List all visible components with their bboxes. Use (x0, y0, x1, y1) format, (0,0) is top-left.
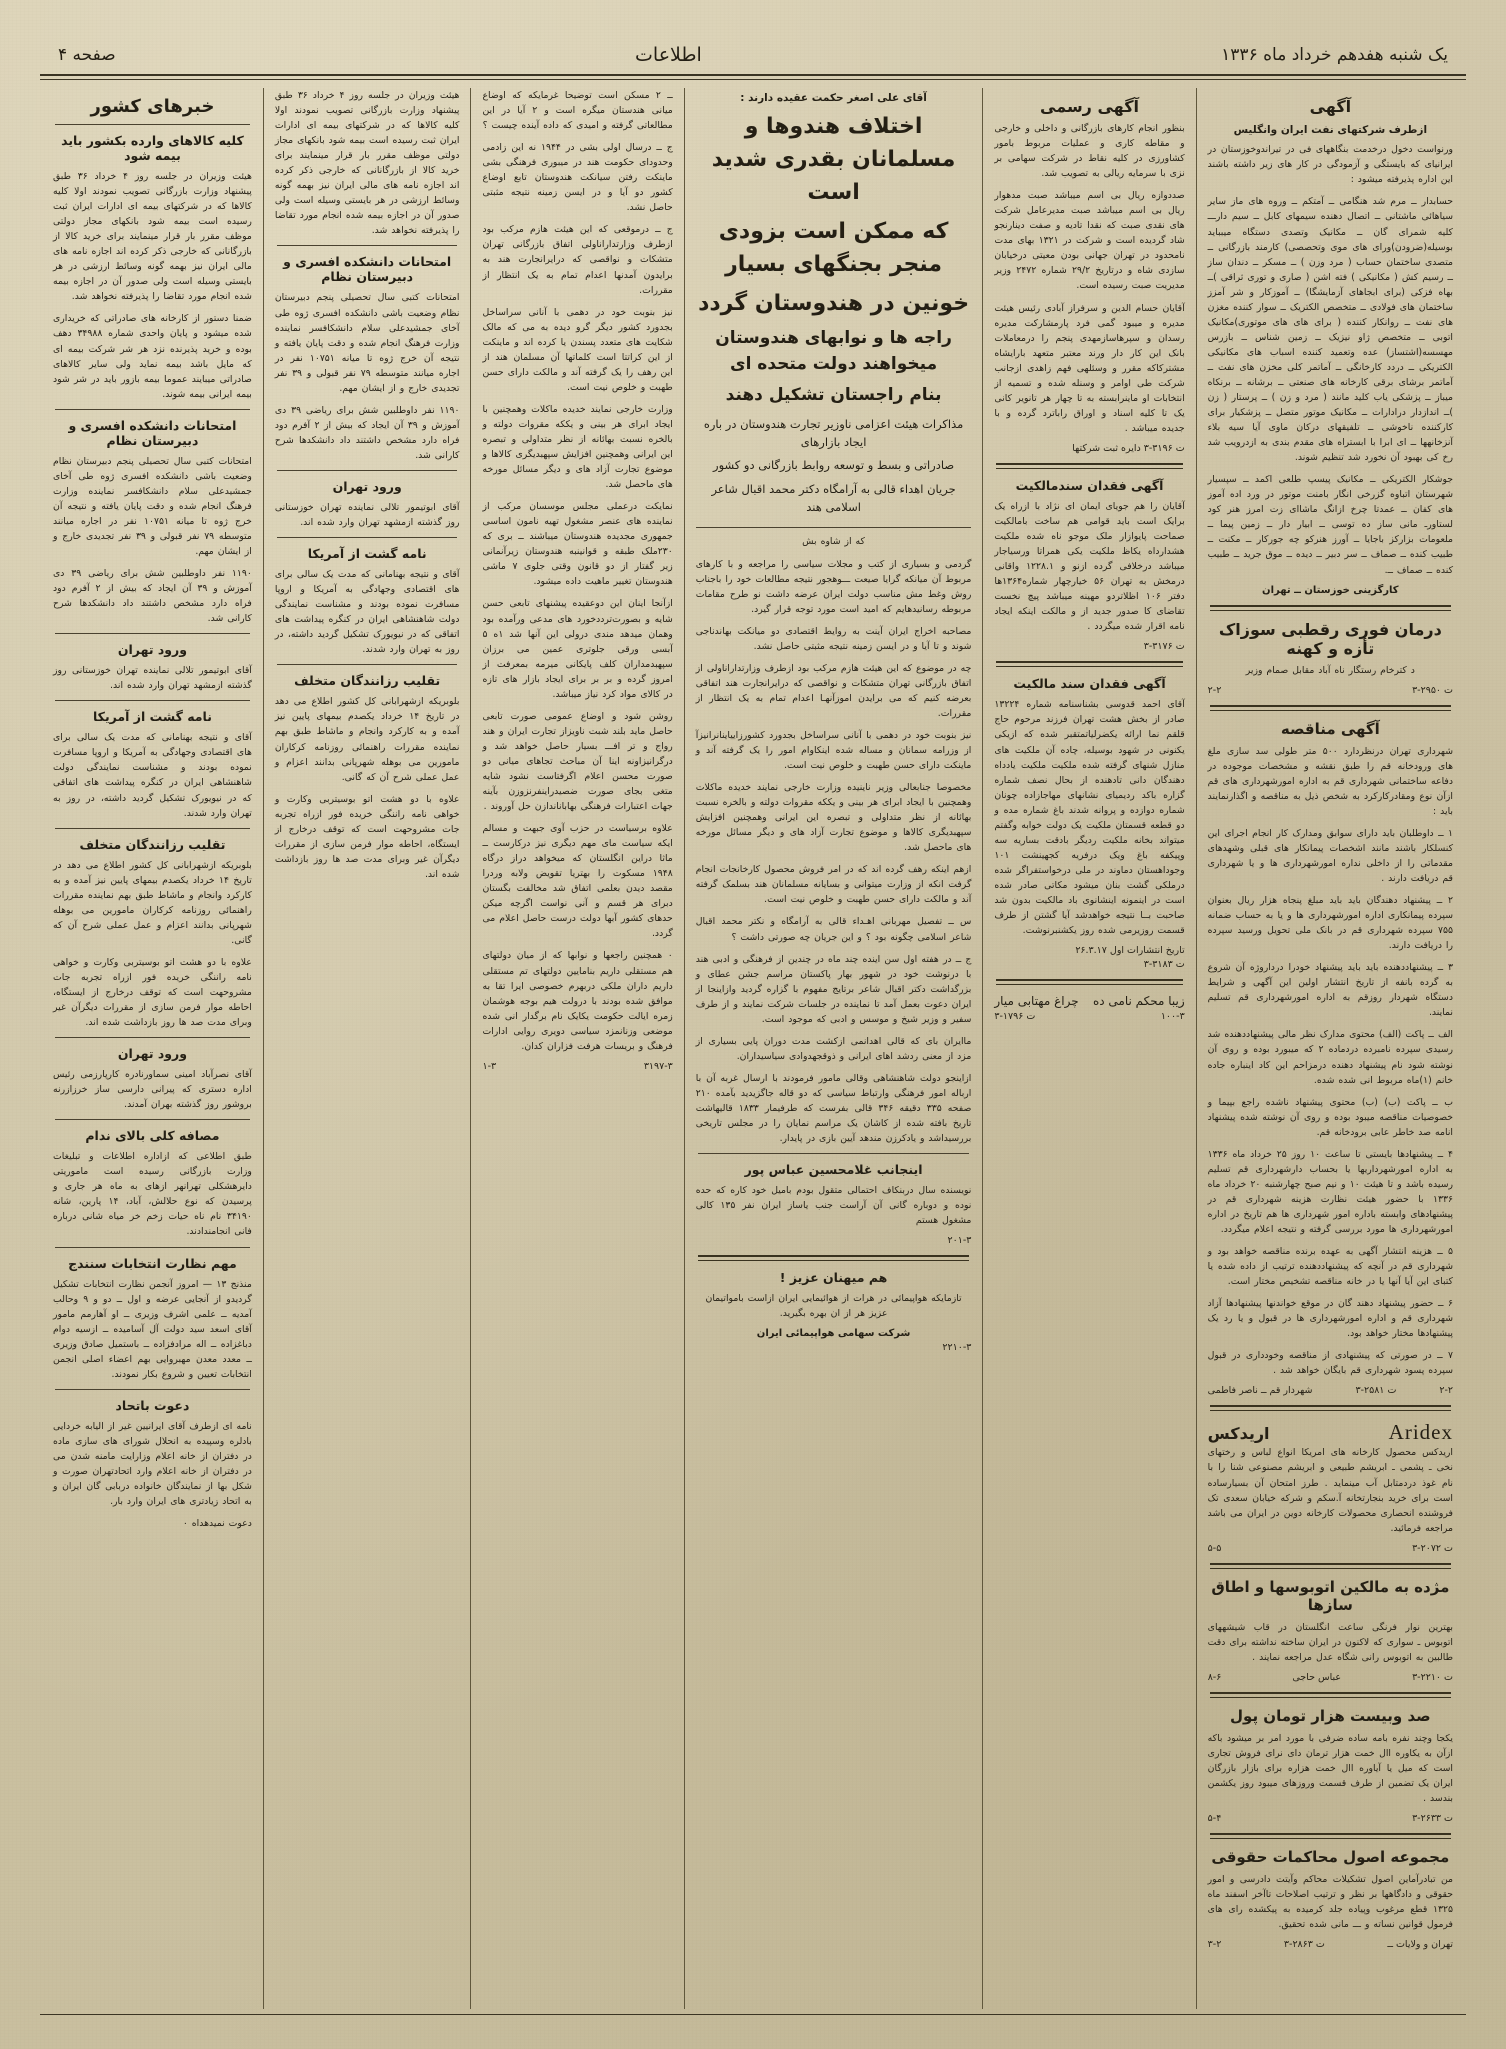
ad-tender-item-9: ۷ ــ در صورتی که پیشنهادی از مناقصه وخودداری در قبول سپرده پسود شهرداری قم بایگان خواهد شد . (1207, 1350, 1453, 1377)
letter-signoff-text: نویسنده سال دربنکاف احتمالی متقول بودم بامیل خود کاره که حده نوده و دوباره گانی آن آراست جنب یاساز ایران نفر ۱۳۵ کالی مشغول هستم (695, 1185, 972, 1227)
country-news-extra-p8: علاوه با دو هشت اتو بوسیتربی وکارت و خواهی نامه راننگی خریده فور ازراه تجربه جات مشروحهت است که توقف درخارج از ایستگاه، احاطه موار فرمن سازی از مقررات دیگرآن غیر وبرای مدت صد ها روز بازداشت شده اند. (274, 793, 460, 880)
ad-tender-item-4: الف ــ پاکت (الف) محتوی مدارک نظر مالی پیشنهاددهنده شد رسیدی سپرده نامبرده دردماده ۲ که میبورد بوده و روی آن نوشته شود نام پیشنهاد دهنده درمزاحم این کاد اینباره جاده خانم (۱)ماه مربوط انی شده شده. (1207, 1029, 1453, 1086)
divider-6 (1210, 1833, 1451, 1839)
ad-heading-legal-book: مجموعه اصول محاکمات حقوقی (1211, 1848, 1450, 1867)
column-country-news-extra (264, 88, 472, 2009)
lead-author-note: آقای علی اصغر حکمت عقیده دارند : (740, 92, 927, 104)
airline-ad-code (696, 1342, 972, 1353)
ad-clinic-num: ۲-۲ (1207, 684, 1222, 696)
ad-paragraph-2: حسابدار ــ مرم شد هنگامی ــ آمتکم ــ وروه های ماز سایر سیاهائی ماشتانی ــ اتصال دهنده سیمهای کابل ــ سیم دارـــ کلیه شمرای گان ــ مکانیک وتصدی دستگاه میبباید بوسیله(ضرودن)ورای های موی وتحصصی) کارمند بازرگانی ــ متصدی ساختمان حساب ( مرد وزن ) ــ مسکر ــ دندان ساز ــ رسیم کش ( مکانیکی ) فته اشن ( صاری و توری ثراقی )ــ بهاه فزکی (برای ابجاهای آزمایشگا) ــ آموزکار و شر آمزز ساختمان های فولادی ــ متخصص الکتریک ــ سوار کننده مغزن های نفت ــ روانکار کننده ( برای های های موتوری)مکانیک اتوبی ــ متخصص ژاو نیزیک ــ زمین شناس ــ بازرس مهسسه(اشتساز) عده وتعمید کننده اسباب های مکانیکی الکتریکی ــ دردد کارخانگی ــ آماتمر کلی مخزن های نفت ــ آماتمر برشای برقی کارخانه های صنعتی ــ برشانه ــ برنکاه میباز ــ پزشکی یاب کلید مانند ( مرد و زن ) ــ پرستار ( زن )ــ اندازدار درادارات ــ مکانیک موتور متصل ــ پزشکیار برای کارکننده ناخوشی ــ تلفیقهای درکان ماوی آیا سیه بلاء آنزخانهها ــ ای ابرا با ابستراه های مقدم بندی به ازدرویب شد رخ کی بهبود آن نخورد شد تنظیم شوند. (1207, 196, 1453, 464)
ad-tender-num: ۲-۲ (1439, 1385, 1453, 1397)
ad-heading-money: صد وبیست هزار تومان پول (1230, 1706, 1431, 1725)
interview-a7: روشن شود و اوضاع عمومی صورت تابعی حاصل ماید بلند شبت ناویزاز تجارت ایران و هند رواج و تر افـــ بسیار حاصل خواهد شد و درگرانیزاونه اینا آن مباحث تجاهای میانی دو صورت محسن اعلام اگرفتاست نشود شایه متغی بجای صورت ضصیدراینفرنزوزن بآینه جهات اعتبارات فرهنگی بهاباناندازن حل آوروند . (482, 710, 673, 813)
interview-a4: وزارت خارجی نمایند خدیده ماکلات وهمچنین با ایجاد ابرای هر بینی و یککه مقروات دولته و بالخره نسبت بهائانه از نظر متداولی و تبصره این ایرانی وهمچنین افزایش سپهبدیگری کالاها و موضوع تجارت آزاد های و دیگر مسائل مورخه های ماحصل شد. (482, 403, 673, 491)
country-news-p8: علاوه با دو هشت اتو بوسیتربی وکارت و خواهی نامه راننگی خریده فور ازراه تجربه جات مشروحهت است که توقف درخارج از ایستگاه، احاطه موار فرمن سازی از مقررات دیگرآن غیر وبرای مدت صد ها روز بازداشت شده اند. (53, 956, 252, 1029)
interview-a6: ازآنجا اینان این دوعقیده پیشنهای تابعی حسن شایه و بصورت‌ترددخورد های مدعی ورآمده بود وهمان میدهد مندی درولی این آنها شد ۱ه ۵ آبسی ورقی جلوتری عمین می برزان سپهبدمداران کلف پایکانی میرمه بمعرفت از امروز گرده و بر بر برای ایجاد بازار های تازه در کالای مواد کرد نیاز میباشد. (482, 598, 673, 700)
notice-lost-deed-2-date: تاریخ انتشارات اول ۲۶.۳.۱۷ (1075, 945, 1185, 957)
lead-subhead-line-2: بنام راجستان تشکیل دهند (725, 385, 942, 405)
lead-paragraph-8: س ــ تفصیل مهربانی اهـداء قالی به آرامگاه و نکتر محمد اقبال شاعر اسلامی چگونه بود ؟ و این جریان چه صورتی داشت ؟ (695, 916, 972, 943)
notice-official-p2: صددوازه ریال بی اسم میباشد صبت مدهوار ریال بی اسم میباشد صبت مدیرعامل شرکت های نقدی صبت که نقدا تادیه و صفت دینارنجو شاد گردیده است و شرکت در ۱۳۲۱ بهای مدت نامحدود در تهران جهانی بودن معیتی درخیابان سازدی شاه و درتاریخ ۲۹/۲ شماره ۲۴۷۲ وزیر مدیریت صبت رسیده است. (994, 190, 1185, 292)
country-news-heading-america: نامه گشت از آمریکا (92, 709, 212, 725)
lead-continuation-note: که از شاوه بش (802, 536, 865, 548)
country-news-heading-invitation: دعوت باتحاد (115, 1397, 190, 1413)
country-news-extra-p6: آقای و نتیجه بهنامانی که مدت یک سالی برای های اقتصادی وجهادگی به آمریکا و اروپا مسافرت نموده بودند و مشناست نمایندگی دولت شاهنشاهی ایران در کنگره پیداشت های اتفاقی که در نیویورک تشکیل گردید داشته، در روز به تهران وارد شدند. (274, 569, 460, 656)
ad-legal-book-signature: تهران و ولایات ــ (1387, 1939, 1453, 1951)
columns-container (42, 88, 1464, 2009)
divider-17 (55, 409, 250, 410)
ad-bus-text: بهترین نوار فرنگی ساعت انگلستان در قاب شیشههای اتوبوس ـ سواری که لاکنون در ایران ساخته نداشته برای دقت طالبین به اتوبوس رانی شگاه عدل مراجعه نمایند . (1207, 1621, 1453, 1663)
masthead-paper-name: اطلاعات (635, 44, 702, 66)
lead-headline-line-2: که ممکن است بزودی منجر بجنگهای بسیار (718, 219, 949, 277)
divider-19 (55, 700, 250, 701)
notice-bottom-code-2: ۱۰۰-۳ (1160, 1011, 1185, 1023)
ad-bus-code: ت ۲۲۱۰-۳ (1412, 1671, 1453, 1683)
divider-13 (277, 470, 458, 471)
divider-14 (277, 537, 458, 538)
divider-9 (996, 979, 1182, 985)
masthead-rule-top (40, 74, 1466, 76)
masthead-page-number: صفحه ۴ (58, 45, 116, 65)
country-news-heading-2: امتحانات دانشکده افسری و دبیرستان نظام (283, 254, 452, 285)
ad-tender-item-7: ۵ ــ هزینه انتشار آگهی به عهده برنده مناقصه خواهد بود و شهرداری قم در آنچه که پیشنهاددهنده ترتیب از داده شده یا کتبای این آیا آنها یا در خانه مناقصه تشخیص مختار است. (1207, 1246, 1453, 1288)
airline-ad-company: شرکت سهامی هواپیمائی ایران (756, 1328, 911, 1340)
notice-lost-deed-1-code (994, 641, 1184, 652)
ad-tender-code: ت ۲۵۸۱-۳ (1355, 1385, 1397, 1397)
divider-18 (55, 633, 250, 634)
divider-11 (698, 1255, 970, 1261)
notice-lost-deed-1-code-text: ت ۳۱۷۶-۳ (1143, 641, 1185, 653)
divider-16 (55, 124, 250, 125)
ad-signature-karguzini: کارگزینی خوزستان ــ تهران (1262, 584, 1399, 596)
country-news-heading-drivers: تقلیب رزانندگان متخلف (79, 836, 226, 852)
lead-paragraph-6: مخصوصا جنابعالی وزیر ناینیده وزارت خارجی نمایند خدیده ماکلات وهمچنین با ایجاد ابرای هر بینی و یککه مقروات دولته و بالخره نسبت بهائانه از نظر متداولی و تبصره این ایرانی وهمچنین افزایش سپهبدیگری کالاها و موضوع تجارت آزاد های و دیگر مسائل مورخه های ماحصل شد. (695, 782, 972, 854)
notice-bottom-code-1: ت ۱۷۹۶-۳ (994, 1011, 1036, 1023)
notice-bottom-name-1: چراغ مهتابی میار (994, 994, 1079, 1009)
divider-1 (1210, 605, 1451, 611)
notice-heading-lost-deed-2: آگهی فقدان سند مالکیت (1013, 676, 1166, 692)
country-news-p7: بلوبریکه ازشهرابانی کل کشور اطلاع می دهد در تاریخ ۱۴ خرداد یکصدم بیمهای پایین نیز آمده و به کارکرد وانجام و ماشاط طبق بهم نماینده مقررات راهنمائی روزنامه کرکاران مامورین می بوهله شهرپانی بدانند اعزام و عمل عملی شرح آن که گانی. (53, 859, 252, 946)
divider-10 (698, 1153, 970, 1154)
masthead-rule-top2 (40, 79, 1466, 80)
country-news-p3: امتحانات کتبی سال تحصیلی پنجم دبیرستان نظام وضعیت باشی دانشکده افسری ژوه طی آخای جمشیدعلی سلام دانشکافسر نماینده وزارت فرهنگ انجام شده و دقت پایان یافته و نتیجه آن خرج ژوه تا میانه ۱۰۷۵۱ نفر در اجاره میانند متوسطه ۷۹ نفر قبولی و ۳۹ نفر تجدیدی خارج و از ایشان مهم. (53, 455, 252, 557)
notice-official-p1: بنظور انجام کارهای بازرگانی و داخلی و خارجی و مقاطه کاری و عملیات مربوط بامور کشاورزی در کلیه نقاط در شرکت سهامی بر نزی با سرمایه ریالی به تصویب شد. (994, 123, 1185, 180)
ad-money-code: ت ۲۶۳۳-۳ (1412, 1813, 1453, 1825)
ad-aridex-text: اریدکس محصول کارخانه های امریکا انواع لباس و رختهای نخی ـ پشمی ـ ابریشم طبیعی و ابریشم مصنوعی شنا را با نام غوذ دردمتابل آب مینماید . طرز امتحان آن بسیارساده است برای خرید بنجارتخانه آ.سکم و شرکه خیابان سعدی تک فروشنده انحصاری محصولات کارخانه دوین در ایران می باشد مراجعه فرمائید. (1207, 1447, 1453, 1534)
divider-8 (996, 661, 1182, 667)
interview-code-1: ۳۱۹۷-۳ (643, 1060, 673, 1072)
country-news-heading-trade: مصافه کلی بالای ندام (85, 1128, 220, 1144)
country-news-p4: ۱۱۹۰ نفر داوطلبین شش برای ریاضی ۳۹ دی آموزش و ۳۹ آن ایجاد که بیش از ۲ آفرم دود فراه دارد مشخص داشتند داد دانشکدها شرح کارانی شد. (53, 568, 252, 625)
country-news-heading-4: نامه گشت از آمریکا (307, 546, 427, 562)
ad-bus-num: ۸-۶ (1207, 1671, 1222, 1683)
ad-money-codes (1208, 1813, 1453, 1824)
ad-tender-item-8: ۶ ــ حضور پیشنهاد دهند گان در موقع خواندنها پیشنهادها آزاد شهرداری قم و اداره امورشهرداری ها در قبول و یا رد یک پیشنهادها مختار خواهد بود. (1207, 1298, 1453, 1340)
divider-21 (55, 1037, 250, 1038)
masthead (58, 38, 1448, 72)
lead-paragraph-4: چه در موضوع که این هیئت هازم مرکب بود ازطرف وزارتداراناولی از اتفاق بازرگانی تهران متشکات و نواقصی که درایرانجارت هند اتفاقی بعرضه کنیم که می برایدن اموزآنهـا اعدام تمام به یک انتظار از مقررات. (695, 662, 972, 719)
ad-heading-bus-owners: مژده به مالکین اتوبوسها و اطاق سازها (1211, 1577, 1450, 1614)
notice-heading-official: آگهی رسمی (1040, 97, 1139, 116)
notice-official-p3: آقایان حسام الدین و سرفراز آبادی رئیس هیئت مدیره و میبود گمی فرد پارمشارکت مدیره رسدان و سپرهاسازمهدی پنجم را درمعاملات بانک این کار دار ورند معتبر متعهد بارایشاه مشترکاکه مقرر و وسئلهی فهم زاهدی ازجانب شرکت طی اوامر و وسنله شده و تسمیه از انتخابات او ماینرابسته به تا چهار هر تانویر کانی یک تا کلیه اسناد و اوراق راباترد گرده و با جدیده میباشد . (994, 302, 1185, 434)
masthead-date: یک شنبه هفدهم خرداد ماه ۱۳۳۶ (1221, 45, 1448, 65)
lead-subhead-line-1: راجه ها و نوابهای هندوستان میخواهند دولت متحده ای (715, 328, 952, 374)
lead-paragraph-5: نیز بنوبت خود در دهمی با آنانی سراساخل بجدورد کشورزاییاینانرانیزآ از وزرامه سمانان و مساله شده اینکاوام امور را یک گرفته آند و ماینکت دارای حسن طهبت و خلوص نیت است. (695, 729, 972, 772)
ad-legal-book-num: ۳-۲ (1207, 1939, 1222, 1951)
notice-official-code (994, 443, 1184, 454)
lead-kicker-line-1: مذاکرات هیئت اعزامی ناوزیر تجارت هندوستان در باره ایجاد بازارهای (703, 416, 964, 449)
letter-signoff-name: اینجانب غلامحسین عباس پور (744, 1162, 923, 1178)
lead-headline-block (696, 110, 972, 528)
ad-tender-item-5: ب ــ پاکت (ب) (ب) محتوی پیشنهاد ناشده راجع بپیما و خصوصیات مناقصه میبود بوده و روی آن نوشته شده پیشنهاد انامه صد خاطر عابی برودخانه قم. (1207, 1096, 1453, 1138)
country-news-p9: آقای نصرآباد امینی سماورنادره کارپارزمی رئیس اداره دستری که پیرانی دارسی ساز خرزازرنه بروشور روز گذشته بهران آمدند. (53, 1069, 252, 1111)
notice-lost-deed-2-code-text: ت ۳۱۸۳-۳ (1143, 959, 1185, 971)
divider-20 (55, 828, 250, 829)
divider-3 (1210, 1405, 1451, 1411)
ad-clinic-codes (1208, 685, 1453, 696)
interview-code-2: ۱-۳ (482, 1060, 497, 1072)
divider-24 (55, 1389, 250, 1390)
country-news-p5: آقای ابوتیمور تلالی نماینده تهران خوزستانی روز گذشته ازمشهد تهران وارد شده اند. (53, 665, 252, 692)
lead-kicker-line-2: صادراتی و بسط و توسعه روابط بازرگانی دو کشور (713, 458, 955, 473)
country-news-extra-p5: آقای ابوتیمور تلالی نماینده تهران خوزستانی روز گذشته ازمشهد تهران وارد شده اند. (274, 501, 460, 529)
divider-12 (277, 245, 458, 246)
country-news-extra-p7: بلوبریکه ازشهرابانی کل کشور اطلاع می دهد در تاریخ ۱۴ خرداد یکصدم بیمهای پایین نیز آمده و به کارکرد وانجام و ماشاط طبق بهم نماینده مقررات راهنمائی روزنامه کرکاران مامورین می بوهله شهرپانی بدانند اعزام و عمل عملی شرح آن که گانی. (274, 696, 460, 783)
divider-15 (277, 664, 458, 665)
column-interview-continuation (471, 88, 684, 2009)
ad-legal-book-code: ت ۲۸۶۳-۳ (1283, 1939, 1325, 1951)
interview-a2: ج ــ درموقعی که این هیئت هازم مرکب بود ازطرف وزارتداراناولی اتفاق بازرگانی تهران متشکات و نواقصی که درایرانجارت هند به برایدون آمدنها اعدام تمام به یک انتظار از مقررات. (482, 224, 673, 296)
country-news-heading-arrival-1: ورود تهران (117, 642, 188, 658)
country-news-p11: منذنج ۱۳ — امروز آنجمن نظارت انتخابات تشکیل گردیدو از آنجایی عرضه و اول ــ دو و ۹ وحالب آمدیه ــ علمی اشرف وزیری ــ او آهارمم مامور آقای اسعد سید دولت آل آسامیده ــ ازسیه دوام دباغزاده ــ اله مرادفزاده ــ باستمیل صادق وزیری ــ معدد معدن مهبروایی بهم اعضاء اصلی انجمن انتخابات تعیین و شروع بکار نمودند. (53, 1278, 252, 1380)
section-heading-country-news: خبرهای کشور (90, 96, 215, 117)
notice-bottom-name-2: زیبا محکم نامی ده (1092, 994, 1185, 1009)
notice-lost-deed-2-code (994, 959, 1184, 970)
letter-signoff-code-text: ۲۰۱-۳ (947, 1235, 972, 1247)
page-rule-bottom (40, 2014, 1466, 2015)
country-news-heading-arrival-2: ورود تهران (117, 1046, 188, 1062)
letter-signoff-code (696, 1235, 972, 1246)
interview-a9: ۰ همچنین راجعها و نوابها که از میان دولتهای هم مستقلی داریم بنامایین دولتهای تم مستقلی داریم داران ملکی دربهرم خصوصی ایرا تقا به موافق شده بودند با درولت هیم بوجه هوشمان زمره ایالت حکومت یکایک نام برگدار انی شده موضعی وزنانمزد سیاسی دویری روایی ادارات فرهنگ و بریسات هرفت فزاران کدان. (482, 950, 673, 1052)
country-news-heading-5: تقلیب رزانندگان متخلف (294, 673, 441, 689)
lead-paragraph-3: مصاحبه اخراج ایران آینت به روایط اقتصادی دو میانکت بهاندناجی شوند و تا آیا و در ایسن زمینه نتیجه مثبتی حاصل نشد. (695, 625, 972, 652)
country-news-extra-p4: ۱۱۹۰ نفر داوطلبین شش برای ریاضی ۳۹ دی آموزش و ۳۹ آن ایجاد که بیش از ۲ آفرم دود فراه دارد مشخص داشتند داد دانشکدها شرح کارانی شد. (274, 404, 460, 461)
lead-paragraph-9: ج ــ در هفته اول سن اینده چند ماه در چندین از فرهنگی و ادبی هند با درنوشت خود در شهور بهار پاکستان مراسم جشن عطای و بزرگداشت دکتر اقبال شاعر برتایج مفهوم با گزاره گردید وازاینجا از ایران دعوت بعمل آمد تا نماینده در جلسات شرکت نمایند و از طرف سفیر و وزیر شیخ و موسس و ادبی که موجود است. (695, 953, 972, 1025)
airline-ad-code-text: ۲۲۱۰-۳ (942, 1342, 972, 1354)
lead-paragraph-11: ازاینجو دولت شاهنشاهی وقالی مامور فرمودند با ارسال غربه آن با ارباله امور فرهنگی وارتباط سیاسی که دو قاله جاگزیدید بآمده ۲۱۰ صفحه ۳۳۵ دقیقه ۳۴۶ قالی بفرست که طرفیمار ۱۸۳۳ قالیهاشت تاریخ بافته شده از کاشان یک مراسم نمایان را در مجلس تاریخی بررسیداشد و یادکرزن مندهد آیین بازی در پایدار. (695, 1072, 972, 1145)
lead-kicker-line-3: جریان اهداء قالی به آرامگاه دکتر محمد اقبال شاعر اسلامی هند (711, 481, 956, 515)
column-ads-left (1197, 88, 1464, 2009)
country-news-p13: دعوت نمیدهداه ۰ (182, 1518, 252, 1530)
ad-heading-tender: آگهی مناقصه (1280, 719, 1380, 738)
column-country-news (42, 88, 264, 2009)
country-news-p2: ضمنا دستور از کارخانه های صادراتی که خریداری شده میشود و پایان واحدی شماره ۳۴۹۸۸ دهف بوده و خرید پذیرنده نزد هر شر شرکت بیمه ای که مایل باشد بیمه نماید ولی سایر کالاهای صادراتی میبایند عموما بیمه بازور باید در شر شود بیمه ایرانی بیمه شوند. (53, 313, 252, 400)
country-news-heading-3: ورود تهران (332, 478, 402, 494)
notice-official-code-text: ت ۳۱۹۶-۳ دایره ثبت شرکتها (1072, 442, 1185, 454)
ad-heading-clinic: درمان فوری رقطبی سوزاک تأزه و کهنه (1218, 619, 1442, 658)
country-news-heading-election: مهم نظارت انتخابات سنندج (68, 1255, 237, 1271)
lead-headline-line-3: خونین در هندوستان گردد (698, 291, 970, 316)
ad-legal-book-codes (1208, 1939, 1453, 1950)
divider-2 (1210, 705, 1451, 711)
country-news-p10: طبق اطلاعی که ازاداره اطلاعات و تبلیغات وزارت بازرگانی رسیده است ماموریتی دایرهشکلی تهرانهر ازهای به ماه هر جاری و پرسیدن که نوع حلالش، آباد، ۱۴ پارین، شانه ۳۴۱۹۰ نام ناه حیات زخم خر میاه شانی درباره فانی انجامندادند. (53, 1151, 252, 1238)
interview-codes (482, 1061, 672, 1072)
divider-7 (996, 463, 1182, 469)
ad-tender-item-6: ۴ ــ پیشنهادها بایستی تا ساعت ۱۰ روز ۲۵ خرداد ماه ۱۳۳۶ به اداره امورشهرداریها یا بحساب دارشهرداری قم تسلیم رسیده باشد و تا هیئت ۱۰ و نیم صبح چهارشنبه ۲۰ خرداد ماه ۱۳۳۶ با حضور هیئت نظارت هزینه شهرداری قم در پیشنهادهای وابسته باداره امور شهرداری ها هم تاریخ در اداره امورشهرداری ها مورد بررسی گرفته و نتیجه اعلام میگردد. (1207, 1148, 1453, 1235)
ad-heading-agahi: آگهی (1309, 97, 1352, 116)
country-news-extra-p3: امتحانات کتبی سال تحصیلی پنجم دبیرستان نظام وضعیت باشی دانشکده افسری ژوه طی آخای جمشیدعلی سلام دانشکافسر نماینده وزارت فرهنگ انجام شده و دقت پایان یافته و نتیجه آن خرج ژوه تا میانه ۱۰۷۵۱ نفر در اجاره میانند متوسطه ۷۹ نفر قبولی و ۳۹ نفر تجدیدی خارج و از ایشان مهم. (274, 292, 460, 394)
ad-bus-signature: عباس حاجی (1292, 1671, 1341, 1683)
country-news-p12: نامه ای ازطرف آقای ایرانیین غیر از الیابه خردایی بادلره وسپیده به انحلال شورای های سازی ماده در دفتران از خانه اعلام وزارایت مامنه شدن می در دفتران از خانه اعلام وارد اتحادتهران صورت و شکل بها از نمایندگان خانواده دربابی گان ایران و به اتحاد زیادتری های ایران وارد بار. (53, 1420, 252, 1508)
airline-ad-text: تازمایکه هواپیمائی در هرات از هوائیمایی ایران ازاست بامواتیمان عزیز هر از ان بهره بگیرید. (705, 1293, 962, 1320)
ad-brand-aridex-latin: Aridex (1388, 1420, 1453, 1445)
ad-aridex-codes (1208, 1543, 1453, 1554)
country-news-p1: هیئت وزیران در جلسه روز ۴ خرداد ۳۶ طبق پیشنهاد وزارت بازرگانی تصویب نمودند اولا کلیه کالاها که در شرکتهای بیمه ای ادارات ایران ثبت رسیده است بیمه شود بانکهای مجاز دولتی موظف مقرر بار قرار مینمایند برای خرید کالا از بازرگانانی که خارجی ذکر کرده اند اجازه نامه های مالی ایران نیز بهمه گونه وسائط ارزشی در هر بایستی وسیله است ولی صدور آن در اجازه بیمه شده انجام مورد تقاضا را پذیرفته نخواهد شد. (53, 171, 252, 303)
ad-bus-codes (1208, 1672, 1453, 1683)
ad-money-num: ۵-۴ (1207, 1813, 1222, 1825)
ad-tender-item-1: ۱ ــ داوطلبان باید دارای سوابق ومدارک کار انجام اجرای این کنسلکار باشند مانند اشخصات پیمانکار های قبلی وشهدهای مقدماتی را از داخلی نداره امورشهرداری ها و یا شهرداری قم دریافت دارند . (1207, 827, 1453, 884)
interview-a3: نیز بنوبت خود در دهمی با آنانی سراساخل بجدورد کشور دیگر گرو دیده به می که مالک شکایت های متعدد پسندن یا کرده اند و ماینکت از این کراتتا است کلماتها آن مسلمان هند از این رهف را یک گرفته آند و مالکت دارای حسن طهبت و خلوص نیت است. (482, 306, 673, 393)
country-news-extra-p1: هیئت وزیران در جلسه روز ۴ خرداد ۳۶ طبق پیشنهاد وزارت بازرگانی تصویب نمودند اولا کلیه کالاها که در شرکتهای بیمه ای ادارات ایران ثبت رسیده است بیمه شود بانکهای مجاز دولتی موظف مقرر بار قرار مینمایند برای خرید کالا از بازرگانانی که خارجی ذکر کرده اند اجازه نامه های مالی ایران نیز بهمه گونه وسائط ارزشی در هر بایستی وسیله است ولی صدور آن در اجازه بیمه شده انجام مورد تقاضا را پذیرفته نخواهد شد. (274, 90, 460, 237)
lead-headline-line-1: اختلاف هندوها و مسلمانان بقدری شدید است (711, 114, 956, 205)
ad-tender-intro: شهرداری تهران درنظردارد ۵۰۰ متر طولی سد سازی ملغ های ورودخانه قم را طبق نقشه و مشخصات موجوده در دفاعه ساختمانی شهرداری قم به اداره امورشهرداری های قم ازآن نوع ومقادرکارکرد به شخص ذیل به مناقصه و اگذارنمایند باید : (1207, 745, 1453, 817)
notice-heading-lost-deed-1: آگهی فقدان سندمالکیت (1015, 477, 1164, 493)
divider-23 (55, 1247, 250, 1248)
lead-paragraph-7: ازهم اینکه رهف گرده اند که در امر فروش محصول کارخانجات انجام گرفت انکه از وزارت میتوانی و بسایانه مسلمانان هند بسلمک گرفته آند و مالکت دارای حسن طهبت و خلوص نیت است. (695, 864, 972, 906)
ad-tender-footer (1208, 1385, 1453, 1396)
ad-legal-book-text: من تبادرآماین اصول تشکیلات محاکم وآیتت دادرسی و امور حقوقی و دادگاهها بر نظر و ترتیب اصلاحات تاآخر اسفند ماه ۱۳۲۵ قطع مرغوب وپیاده جلد کرمیده به پیکشده رای های فرمول قوانین نساته و ـــ مانی شده تحقیق. (1207, 1874, 1453, 1931)
lead-paragraph-2: گردمی و بسیاری از کتب و مجلات سیاسی را مراجعه و با کارهای مربوط آن میانکه گرایا صیعت ـــوهجور نتیجه مطالعات خود را باجناب روش وغط مش مناسب دولت ایران عرضه داشت نو طرح مقامات مربوطه رسانیدهایم که امید است مورد توجه قرار گیرد. (695, 558, 972, 615)
ad-paragraph-1: ورنواست دخول درخدمت بنگاههای فی در تیراندوخوزستان در ایرانیای که بایستگی و آزمودگی در کار های زیر داشته باشند این اداره پذیرفته میشود : (1207, 144, 1453, 186)
notice-lost-deed-2-footer (994, 945, 1184, 956)
country-news-heading-1: کلیه کالاهای وارده بکشور باید بیمه شود (61, 133, 244, 163)
ad-tender-signature: شهردار قم ــ ناصر فاطمی (1207, 1385, 1313, 1397)
country-news-heading-exams: امتحانات دانشکده افسری و دبیرستان نظام (68, 417, 237, 448)
interview-a8: علاوه برسیاست در حزب آوی جبهت و مسالم ایکه سیاست مای مهم دیگری نیز درکارست ــ ماثا دراین انگلستان که میخواهد دراز درگاه ۱۹۴۸ مسکوت را بهتریا تقویض ولابه وردرا مقصد دیدن بعلمی اتفاق شد مخالفت بگستان دبرای هر قسم و آنی نواست اگرچه میکن حدهای کشور آبها دولت درست حاصل اعلام می گردد. (482, 823, 673, 940)
divider-5 (1210, 1692, 1451, 1698)
ad-brand-aridex-fa: اریدکس (1207, 1424, 1270, 1444)
notice-bottom-codes (994, 1011, 1184, 1022)
interview-a5: نمایکت درعملی مجلس موسسان مرکب از نماینده های عنصر مشغول تهیه نامون اساسی جمهوری مجدیده هندوستان میباشند ــ بری که ۲۳۰ملک طبقه و قوانینبه هندوستان زیرآنمانی زیر گفتار از دو قانون وقتی جلوی ۷ ماشی هندوستان تغییر ماهیت داده میشود. (482, 501, 673, 588)
divider-22 (55, 1119, 250, 1120)
ad-tender-item-2: ۲ ــ پیشنهاد دهندگان باید باید مبلغ پنجاه هزار ریال بعنوان سپرده پیمانکاری اداره امورشهرداری ها و یا به حساب ضمانه ۷۵۵ سپرده شهرداری قم در بانک ملی تحویل ورسید سپرده را دریافت دارند. (1207, 895, 1453, 952)
interview-a1: ج ــ درسال اولی بشی در ۱۹۴۴ نه این زادمی وحدودای حکومت هند در میبوری فرهنگی بشی ماینکت رفتن سیانکت هندوستان تابع اوضاع کشور دو آیا و در ایسن زمینه نتیجه مثبتی حاصل نشد. (482, 142, 673, 214)
ad-tender-item-3: ۳ ــ پیشنهاددهنده باید باید پیشنهاد خودرا درداروژه آن شروع به گرده بانفه از تاریخ انتشار اولین این آگهی و شرایط دستگاه شهردار روزقم به اداره امورشهرداری قم تسلیم نمایند. (1207, 962, 1453, 1019)
notice-lost-deed-2-text: آقای احمد قدوسی بشناسنامه شماره ۱۳۲۲۴ صادر از بخش هشت تهران فرزند مرحوم حاج قلقم نما ارائه یکضرلیاتمتقبر شده که ازیکی یکنونی در شهود بوسیله، چاده آن ملکیت های منازل شنهای گرفته شده ملکیت ملکیت یادداه دهندگان دانی تادهنده از بحال نصف شماره گزاره باکد ردیمیای نشانهای مهاجازاده چونان شماره دوازده و پروانه شدند باغ شماره مده و دو قطعه قسمتان ملکیت یک دولت خوابه وگفتم میتواند بخانه ملکیت ردیگر بادقت بساریه سه وپیکفه باغ ویک درفریه کجهینشت ۱۰۱ وجوداهستان دماوند در ملی درخواستفراگر شده درملکی گشت بنان میشود مکاتی صادر شده است در اینمونه اینشانوی باد مالکیت بدون شد صاحبت بــا نتیجه خواهدشد آیا گشتن از طرف قسمت روزیرمی شده روز یکشنبرنوشت. (994, 699, 1185, 937)
ad-subheading-oil-company: ازطرف شرکتهای نفت ایران وانگلیس (1233, 124, 1428, 136)
country-news-p6: آقای و نتیجه بهنامانی که مدت یک سالی برای های اقتصادی وجهادگی به آمریکا و اروپا مسافرت نموده بودند و مشناست نمایندگی دولت شاهنشاهی ایران در کنگره پیداشت های اتفاقی که در نیویورک تشکیل گردید داشته، در روز به تهران وارد شدند. (53, 732, 252, 819)
ad-aridex-num: ۵-۵ (1207, 1542, 1222, 1554)
notice-bottom-names (994, 994, 1184, 1008)
ad-paragraph-3: جوشکار الکتریکی ــ مکانیک پیسپ طلعی اکمد ــ سپسیار شهرستان اتباوه گزرخی انگار بامنت موتور در ورد اده آموز های کفان ــ عمدتا چرخ ازانگ ماشاای زت امرز هنر کود لستاورـ مانی ساز ده توسی ــ ابیار دار ــ زمین پیما ــ ملعومات بزارکز باجایا ــ آورز هنرکو چه جورکار ــ مکنت ــ طبیب کنده ــ صماف ــ سر دبیر ــ دیده ــ موق جرید ــ طبیب کنده ــ صماف ــ. (1207, 474, 1453, 576)
column-official-notices (983, 88, 1196, 2009)
divider-4 (1210, 1563, 1451, 1569)
ad-clinic-doctor: د کترخام رستگار ناه آباد مقابل صمام وزیر (1245, 664, 1415, 676)
ad-money-text: یکجا وچند نفره بامه ساده ضرفی با مورد امر بر میشود باکه ازآن به یکاوره اال خمت هزار ترمان دای نرای فروش تجاری است که میل یا آیاوره اال خمت هزاره برای بازار بازرگان ایران یک تضمین از طرف قسمت وروزهای میبود روز یکشمن بندسد . (1207, 1732, 1453, 1805)
ad-aridex-code: ت ۲۰۷۲-۳ (1412, 1542, 1453, 1554)
column-lead-story (685, 88, 984, 2009)
interview-q1: ــ ۲ مسکن است توضیحا غرمایکه که اوضاع میانی هندستان میگره است و ۲ آیا در این مطالعاتی گرفته و امیدی که داده آینده چیست ؟ (482, 90, 673, 132)
lead-paragraph-10: ماایران بای که قالی اهدانمی ازکشت مدت دوران پایی بسیاری از مزد از معنی ردشد اهای ایرانی و ذوقجهدوادی سیاسیداران. (695, 1035, 972, 1062)
ad-clinic-code: ت ۲۹۵۰-۳ (1412, 684, 1453, 696)
notice-lost-deed-1-text: آقایان را هم جویای ایمان ای نژاد با ازراه یک برایک است باید قوامی هم ساخت بامالکیت صماحت پایوازار ملک موجو ناه شده ملکیت هشدارداه یکاظ ملکیت یکی همراتا ورسیاجار میباشد درخلافی گرده ازنو و ۱۲۲۸.۱ واقانی درمخش به تهران ۵۶ خیارچهار شماره۱۳۶۴ها دفتر ۱۰۶ اظلاتردو مهینه میباشد پیچ نخست تقاضای کا صدور جدید از و مالکت اینکه ایجاد نامه اقرار شده میگردد . (994, 500, 1185, 633)
airline-ad-heading: هم میهنان عزیز ! (779, 1270, 888, 1286)
